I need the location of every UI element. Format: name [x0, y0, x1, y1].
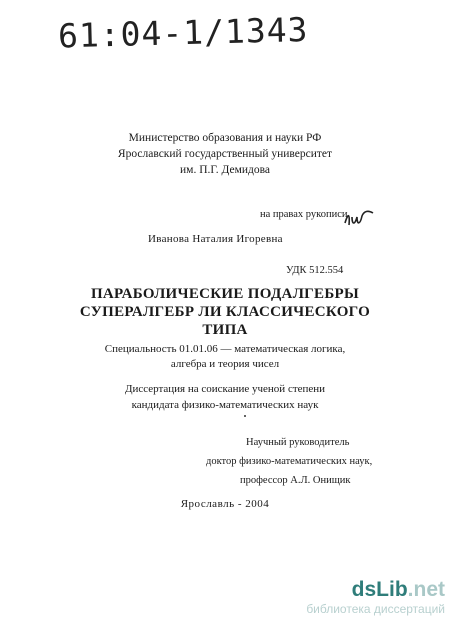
degree-line: Диссертация на соискание ученой степени [124, 383, 326, 395]
advisor-degree: доктор физико-математических наук, [206, 456, 373, 467]
rights-note: на правах рукописи [260, 209, 348, 220]
watermark-logo [300, 578, 445, 602]
university-name-line: им. П.Г. Демидова [180, 164, 270, 176]
watermark-logo-main: dsLib [351, 578, 408, 601]
specialty [0, 342, 450, 372]
scientific-advisor [206, 433, 373, 490]
degree-statement [0, 381, 450, 413]
dissertation-title [0, 285, 450, 339]
advisor-heading: Научный руководитель [246, 437, 350, 448]
specialty-line: Специальность 01.01.06 — математическая логика, [104, 343, 346, 355]
city-year: Ярославль - 2004 [180, 498, 270, 510]
title-line: СУПЕРАЛГЕБР ЛИ КЛАССИЧЕСКОГО [79, 304, 371, 320]
author-name: Иванова Наталия Игоревна [148, 233, 283, 245]
advisor-name: профессор А.Л. Онищик [240, 475, 351, 486]
watermark-logo-tld: .net [407, 578, 445, 601]
title-line: ТИПА [202, 322, 248, 338]
ministry-header [0, 130, 450, 178]
udc-code: УДК 512.554 [286, 265, 344, 276]
title-line: ПАРАБОЛИЧЕСКИЕ ПОДАЛГЕБРЫ [90, 286, 360, 302]
handwritten-signature [342, 207, 376, 231]
university-line: Ярославский государственный университет [117, 148, 333, 160]
handwritten-catalog-number: 61:04-1/1343 [57, 9, 309, 56]
specialty-line: алгебра и теория чисел [170, 358, 280, 370]
watermark-caption: библиотека диссертаций [306, 602, 445, 616]
degree-line: кандидата физико-математических наук [131, 399, 319, 411]
scan-speck [244, 415, 246, 417]
dslib-watermark[interactable] [300, 578, 445, 630]
ministry-line: Министерство образования и науки РФ [128, 132, 322, 144]
